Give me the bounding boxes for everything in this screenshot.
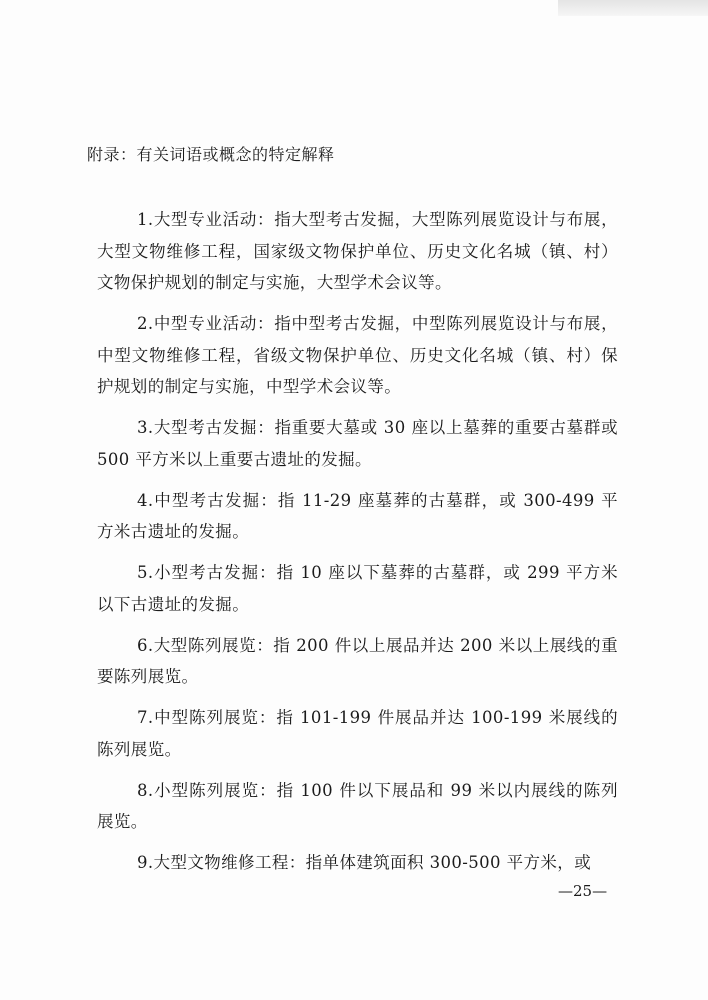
definition-paragraph: 1.大型专业活动：指大型考古发掘，大型陈列展览设计与布展，大型文物维修工程，国家级文物保护单位、历史文化名城（镇、村）文物保护规划的制定与实施，大型学术会议等。 bbox=[97, 210, 618, 292]
definition-paragraph: 9.大型文物维修工程：指单体建筑面积 300-500 平方米，或 bbox=[137, 853, 592, 872]
definition-paragraph: 4.中型考古发掘：指 11-29 座墓葬的古墓群，或 300-499 平方米古遗址的发掘。 bbox=[97, 490, 618, 541]
appendix-heading: 附录：有关词语或概念的特定解释 bbox=[87, 145, 335, 164]
scan-corner-shadow bbox=[558, 0, 708, 16]
page-number: —25— bbox=[558, 882, 608, 900]
definition-paragraph: 5.小型考古发掘：指 10 座以下墓葬的古墓群，或 299 平方米以下古遗址的发掘。 bbox=[97, 563, 618, 614]
definitions-body bbox=[97, 204, 618, 888]
definition-paragraph: 8.小型陈列展览：指 100 件以下展品和 99 米以内展线的陈列展览。 bbox=[97, 780, 618, 831]
definition-paragraph: 3.大型考古发掘：指重要大墓或 30 座以上墓葬的重要古墓群或 500 平方米以上重要古遗址的发掘。 bbox=[97, 418, 618, 469]
definition-paragraph: 2.中型专业活动：指中型考古发掘，中型陈列展览设计与布展，中型文物维修工程，省级文物保护单位、历史文化名城（镇、村）保护规划的制定与实施，中型学术会议等。 bbox=[97, 314, 618, 396]
definition-paragraph: 7.中型陈列展览：指 101-199 件展品并达 100-199 米展线的陈列展览。 bbox=[97, 708, 618, 759]
definition-paragraph: 6.大型陈列展览：指 200 件以上展品并达 200 米以上展线的重要陈列展览。 bbox=[97, 635, 618, 686]
